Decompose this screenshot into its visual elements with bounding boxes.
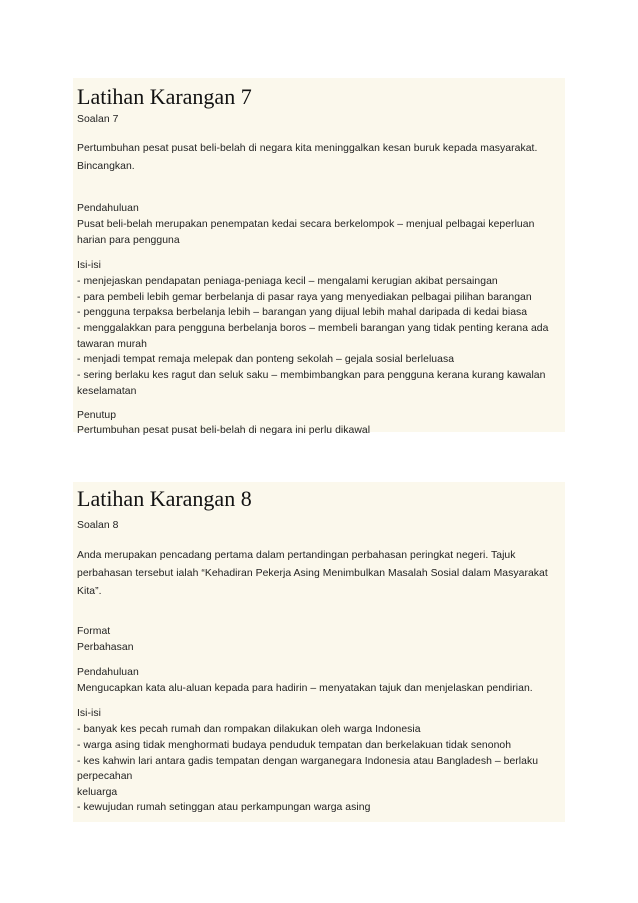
paragraph-line: Pertumbuhan pesat pusat beli-belah di negara ini perlu dikawal bbox=[77, 425, 371, 436]
paragraph-line: harian para pengguna bbox=[77, 235, 180, 246]
paragraph-line: Mengucapkan kata alu-aluan kepada para hadirin – menyatakan tajuk dan menjelaskan pendirian. bbox=[77, 683, 533, 694]
question-text: Bincangkan. bbox=[77, 161, 135, 172]
point-line: - menjejaskan pendapatan peniaga-peniaga kecil – mengalami kerugian akibat persaingan bbox=[77, 276, 498, 287]
point-line: tawaran murah bbox=[77, 339, 147, 350]
question-text: Anda merupakan pencadang pertama dalam pertandingan perbahasan peringkat negeri. Tajuk bbox=[77, 550, 516, 561]
point-line: - banyak kes pecah rumah dan rompakan dilakukan oleh warga Indonesia bbox=[77, 724, 421, 735]
point-line: - para pembeli lebih gemar berbelanja di pasar raya yang menyediakan pelbagai pilihan barangan bbox=[77, 292, 532, 303]
point-line: keluarga bbox=[77, 787, 118, 798]
question-label: Soalan 7 bbox=[77, 114, 119, 125]
point-line: - kes kahwin lari antara gadis tempatan dengan warganegara Indonesia atau Bangladesh – berlaku bbox=[77, 756, 539, 767]
point-line: - menggalakkan para pengguna berbelanja boros – membeli barangan yang tidak penting kerana ada bbox=[77, 323, 549, 334]
essay-section-8 bbox=[73, 482, 565, 822]
point-line: - kewujudan rumah setinggan atau perkampungan warga asing bbox=[77, 802, 371, 813]
point-line: - warga asing tidak menghormati budaya penduduk tempatan dan berkelakuan tidak senonoh bbox=[77, 740, 512, 751]
section-title: Latihan Karangan 8 bbox=[77, 486, 252, 511]
section-title: Latihan Karangan 7 bbox=[77, 84, 252, 109]
point-line: perpecahan bbox=[77, 771, 133, 782]
heading-format: Format bbox=[77, 626, 111, 637]
question-label: Soalan 8 bbox=[77, 520, 119, 531]
heading-points: Isi-isi bbox=[77, 260, 102, 271]
heading-conclusion: Penutup bbox=[77, 410, 117, 421]
point-line: - pengguna terpaksa berbelanja lebih – barangan yang dijual lebih mahal daripada di kedai biasa bbox=[77, 307, 528, 318]
question-text: Pertumbuhan pesat pusat beli-belah di negara kita meninggalkan kesan buruk kepada masyarakat. bbox=[77, 143, 538, 154]
paragraph-line: Perbahasan bbox=[77, 642, 134, 653]
essay-section-7 bbox=[73, 78, 565, 436]
question-text: perbahasan tersebut ialah “Kehadiran Pekerja Asing Menimbulkan Masalah Sosial dalam Masyarakat bbox=[77, 568, 548, 579]
point-line: - sering berlaku kes ragut dan seluk saku – membimbangkan para pengguna kerana kurang kawalan bbox=[77, 370, 546, 381]
paragraph-line: Pusat beli-belah merupakan penempatan kedai secara berkelompok – menjual pelbagai keperluan bbox=[77, 219, 535, 230]
heading-introduction: Pendahuluan bbox=[77, 203, 139, 214]
point-line: - menjadi tempat remaja melepak dan ponteng sekolah – gejala sosial berleluasa bbox=[77, 354, 455, 365]
heading-points: Isi-isi bbox=[77, 708, 102, 719]
point-line: keselamatan bbox=[77, 386, 137, 397]
question-text: Kita”. bbox=[77, 586, 102, 597]
heading-introduction: Pendahuluan bbox=[77, 667, 139, 678]
